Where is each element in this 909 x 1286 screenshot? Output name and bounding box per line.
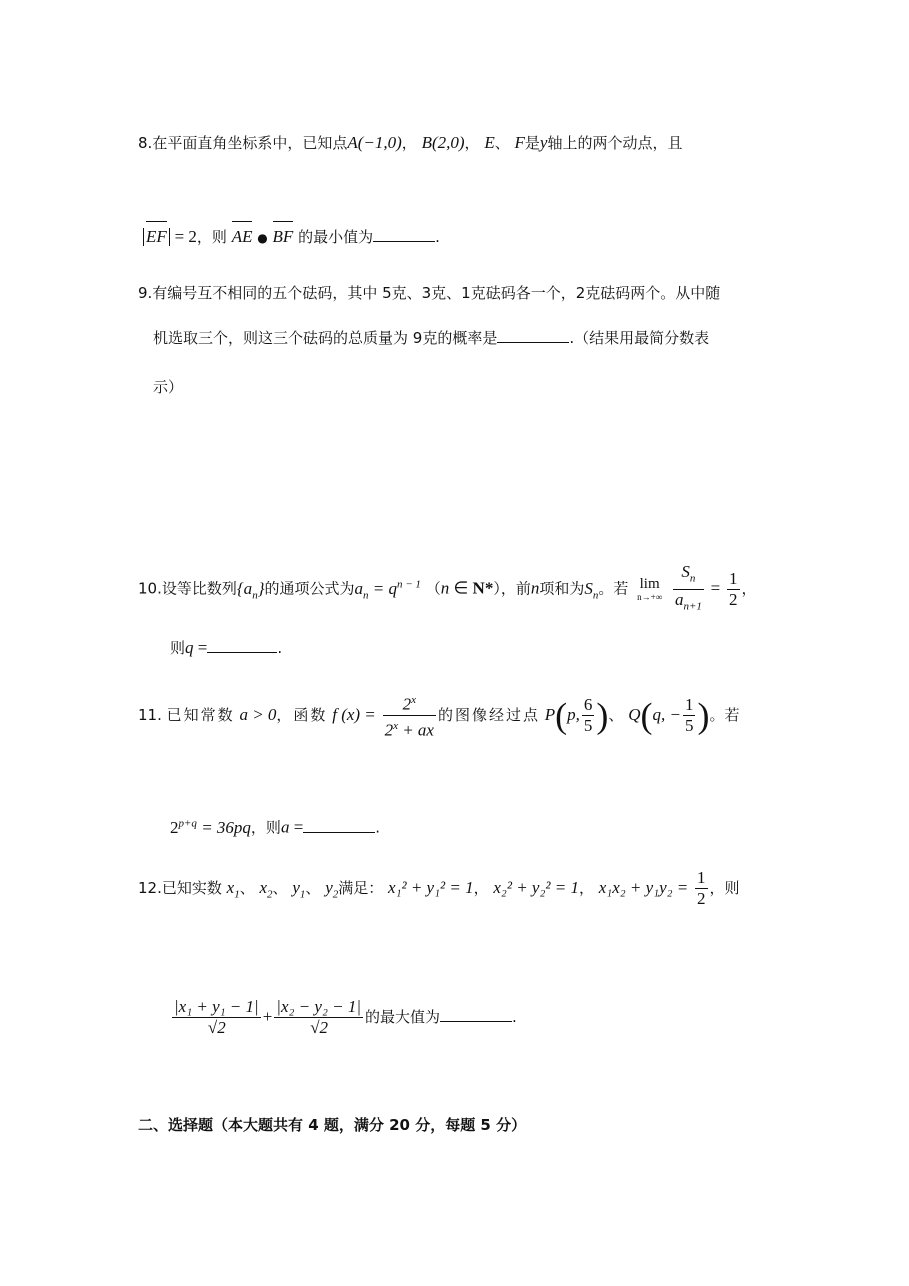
q8-ef-vector: EF (146, 225, 167, 249)
q10-text3: 项和为 (539, 579, 585, 598)
q8-text3: 轴上的两个动点，且 (547, 134, 683, 152)
q8-e: E (484, 133, 495, 152)
q12-y1: $y_1$ (292, 878, 306, 901)
q8-text4: ，则 (196, 228, 227, 246)
q9-line1: 9.有编号互不相同的五个砝码，其中 5克、3克、1克砝码各一个，2克砝码两个。从中随 (138, 284, 721, 302)
q11-number: 11. (138, 706, 162, 724)
q11-line2 (170, 811, 380, 840)
q12-text2: 满足： (338, 879, 384, 897)
q11-end: . (375, 818, 381, 837)
q12-text1: 已知实数 (161, 879, 222, 897)
q10-in: ∈ (449, 578, 473, 598)
q12-comma1: ， (473, 879, 489, 897)
q12-end: . (512, 1008, 517, 1026)
q11-p-fraction: $\frac{6}{5}$ (583, 695, 593, 735)
q10-number: 10. (138, 579, 162, 598)
q10-text2: 的通项公式为 (264, 579, 355, 598)
q11-line2-formula: $2^{p+q} = 36pq$ (170, 817, 251, 837)
q8-answer-blank[interactable] (373, 225, 435, 242)
q12-line2 (170, 992, 517, 1042)
q8-ae-vector: AE (232, 225, 253, 249)
q12-comma2: ， (578, 879, 594, 897)
q12-y2: $y_2$ (325, 878, 339, 901)
q10-comma: ， (741, 579, 757, 598)
q10-sn: $S_n$ (584, 578, 599, 602)
q9-line2 (153, 326, 709, 350)
q10-lim: lim n→+∞ (637, 576, 663, 603)
q10-text1: 设等比数列 (161, 579, 237, 598)
q11-fx: f (x) = (332, 705, 376, 724)
q12-fraction2: $\frac{\text{|x₂ − y₂ − 1|}}{√2}$ (276, 997, 361, 1037)
q10-q: q (185, 638, 194, 657)
q10-half-fraction: $\frac{1}{2}$ (729, 568, 738, 609)
q8-ef-abs (143, 228, 170, 246)
q8-text5: 的最小值为 (298, 228, 374, 246)
q8-y: y (539, 133, 548, 152)
q10-seq: $\{a_n\}$ (236, 578, 265, 602)
q11-text3: 的图像经过点 (437, 706, 540, 724)
q8-number: 8. (138, 134, 153, 152)
q12-x2: $x_2$ (259, 878, 273, 901)
q12-plus: + (262, 1007, 273, 1026)
q12-eq1: x₁² + y₁² = 1 (388, 878, 474, 897)
q8-point-b: B(2,0) (421, 133, 465, 152)
q11-line1: 11. 已知常数 a > 0，函数 f (x) = $\frac{2^x}{2^x + ax}$ 的图像经过点 P(p, $\frac{6}{5}$ )、 Q(q, − $\frac{1}{5}$ )。若 (138, 690, 740, 741)
q12-answer-blank[interactable] (440, 1005, 512, 1022)
q11-answer-blank[interactable] (303, 816, 375, 833)
q10-n: n (440, 578, 450, 598)
q8-text2: 是 (524, 134, 540, 152)
q11-text2: ，函数 (276, 706, 328, 724)
q12-half-fraction: $\frac{1}{2}$ (697, 868, 706, 908)
q8-end: . (435, 228, 440, 246)
q11-text5: ，则 (250, 818, 281, 837)
q8-dot: ● (257, 231, 268, 245)
q8-sep1: ， (401, 134, 417, 152)
q10-line1 (138, 562, 757, 617)
q11-text4: 。若 (709, 706, 740, 724)
q8-eq2: = 2 (174, 227, 197, 246)
q12-eq3: x₁x₂ + y₁y₂ = (598, 878, 689, 897)
q10-line2a: 则 (170, 639, 186, 657)
q10-eq-half: = (710, 578, 721, 598)
q11-eq: = (289, 817, 304, 837)
q12-eq2: x₂² + y₂² = 1 (493, 878, 579, 897)
q9-line3: 示） (153, 378, 184, 396)
q11-p: p, (567, 705, 580, 724)
q9-answer-blank[interactable] (497, 326, 569, 343)
q12-x1: $x_1$ (226, 878, 240, 901)
q10-cond-close: ），前 (493, 579, 531, 598)
q12-sep3: 、 (305, 879, 321, 897)
q8-and: 、 (494, 134, 510, 152)
q12-sep2: 、 (272, 879, 288, 897)
q10-N: N* (472, 578, 494, 598)
q11-q-fraction: $\frac{1}{5}$ (684, 695, 694, 735)
q11-sep: 、 (608, 706, 624, 724)
q10-ratio-fraction: $\frac{S_n}{a_{n+1}}$ (674, 562, 702, 613)
section2-heading: 二、选择题（本大题共有 4 题，满分 20 分，每题 5 分） (138, 1116, 527, 1134)
q8-sep2: ， (464, 134, 480, 152)
q8-text1: 在平面直角坐标系中，已知点 (152, 134, 348, 152)
q10-formula: $a_n = q^{n - 1}$ (354, 578, 421, 602)
q12-text4: 的最大值为 (365, 1008, 441, 1026)
q12-text3: ，则 (709, 879, 740, 897)
q9-line2b: .（结果用最简分数表 (569, 329, 710, 347)
q12-number: 12. (138, 879, 162, 897)
q10-answer-blank[interactable] (207, 636, 277, 653)
q11-point-q: Q (628, 705, 641, 724)
q12-fraction1: $\frac{\text{|x₁ + y₁ − 1|}}{√2}$ (174, 997, 259, 1037)
q11-point-p: P (544, 705, 556, 724)
q11-a: a (280, 817, 290, 837)
q10-eqsign: = (193, 638, 208, 657)
q12-sep1: 、 (239, 879, 255, 897)
q11-function-fraction: $\frac{2^x}{2^x + ax}$ (383, 690, 436, 740)
q8-f: F (514, 133, 525, 152)
q8-point-a: A(−1,0) (347, 133, 402, 152)
q10-text4: 。若 (598, 579, 629, 598)
q11-text1: 已知常数 (166, 706, 235, 724)
q11-a-gt: a > 0 (239, 705, 277, 724)
q11-q: q, − (652, 705, 681, 724)
q10-n2: n (530, 578, 540, 598)
q10-cond-open: （ (425, 579, 441, 598)
q12-line1 (138, 866, 740, 916)
q10-end: . (277, 639, 283, 657)
q8-bf-vector: BF (273, 225, 294, 249)
q8-line1 (138, 131, 682, 155)
q10-line2 (170, 636, 282, 660)
q8-line2 (143, 225, 440, 250)
q9-line2a: 机选取三个，则这三个砝码的总质量为 9克的概率是 (153, 329, 498, 347)
